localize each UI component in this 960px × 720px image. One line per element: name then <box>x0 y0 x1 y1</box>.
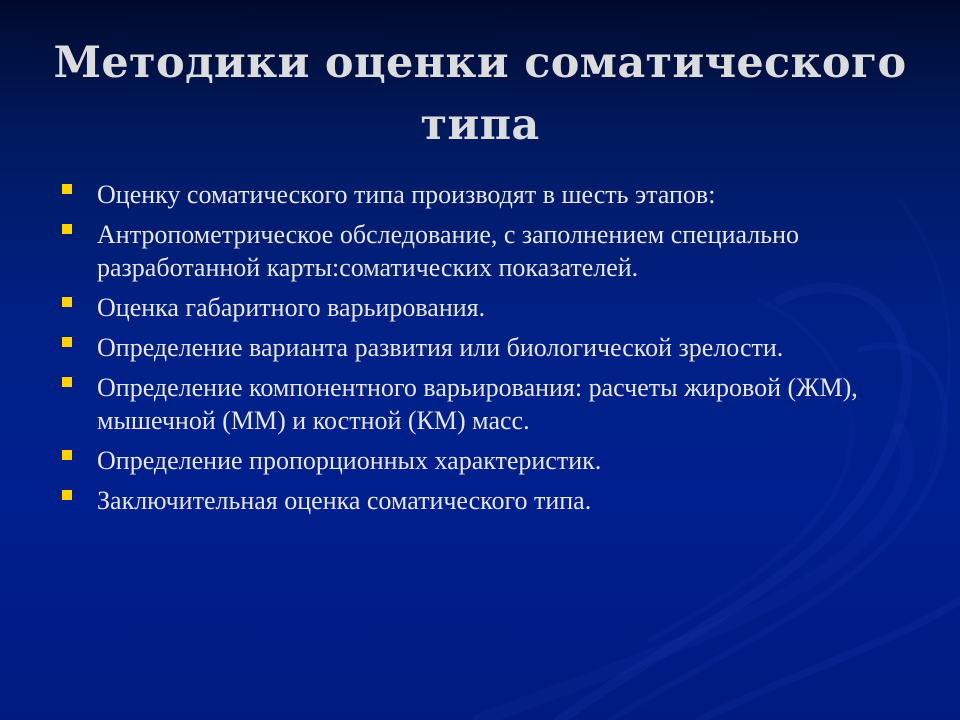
list-item <box>60 331 920 364</box>
slide-title: Методики оценки соматического типа <box>53 38 907 150</box>
list-item-text: Оценку соматического типа производят в шесть этапов: <box>97 180 716 209</box>
yellow-square-bullet-icon <box>62 297 72 307</box>
yellow-square-bullet-icon <box>62 490 72 500</box>
list-item-text: Определение компонентного варьирования: расчеты жировой (ЖМ), мышечной (ММ) и костной (КМ) масс. <box>97 373 858 435</box>
list-item <box>60 444 920 477</box>
list-item <box>60 178 920 211</box>
list-item <box>60 291 920 324</box>
list-item <box>60 484 920 517</box>
list-item <box>60 371 920 437</box>
list-item-text: Определение пропорционных характеристик. <box>97 446 602 475</box>
yellow-square-bullet-icon <box>62 450 72 460</box>
yellow-square-bullet-icon <box>62 337 72 347</box>
list-item-text: Заключительная оценка соматического типа. <box>97 486 592 515</box>
bullet-list <box>60 178 920 524</box>
list-item <box>60 218 920 284</box>
yellow-square-bullet-icon <box>62 184 72 194</box>
list-item-text: Антропометрическое обследование, с заполнением специально разработанной карты:соматических показателей. <box>97 220 800 282</box>
yellow-square-bullet-icon <box>62 224 72 234</box>
yellow-square-bullet-icon <box>62 377 72 387</box>
list-item-text: Определение варианта развития или биологической зрелости. <box>97 333 784 362</box>
list-item-text: Оценка габаритного варьирования. <box>97 293 486 322</box>
